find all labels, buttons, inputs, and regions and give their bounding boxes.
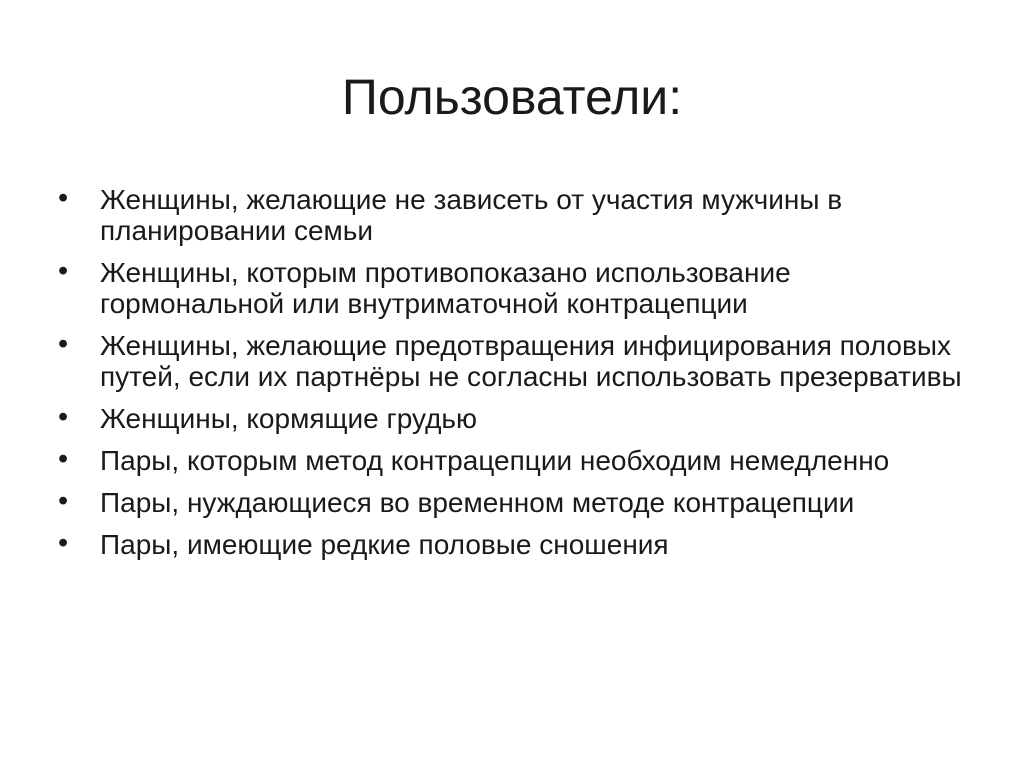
list-item-text: Женщины, которым противопоказано использование гормональной или внутриматочной контрацепции [100, 257, 791, 319]
list-item [58, 257, 978, 319]
bullet-list [58, 184, 978, 571]
bullet-icon: • [58, 328, 69, 360]
list-item [58, 330, 978, 392]
bullet-icon: • [58, 443, 69, 475]
list-item [58, 529, 978, 560]
list-item-text: Пары, нуждающиеся во временном методе контрацепции [100, 487, 855, 518]
list-item-text: Пары, имеющие редкие половые сношения [100, 529, 669, 560]
bullet-icon: • [58, 485, 69, 517]
list-item-text: Женщины, кормящие грудью [100, 403, 477, 434]
bullet-icon: • [58, 255, 69, 287]
list-item-text: Пары, которым метод контрацепции необходим немедленно [100, 445, 890, 476]
list-item-text: Женщины, желающие предотвращения инфицирования половых путей, если их партнёры не согласны использовать презервативы [100, 330, 962, 392]
list-item [58, 403, 978, 434]
list-item [58, 184, 978, 246]
bullet-icon: • [58, 527, 69, 559]
list-item [58, 487, 978, 518]
list-item [58, 445, 978, 476]
bullet-icon: • [58, 401, 69, 433]
bullet-icon: • [58, 182, 69, 214]
slide-title: Пользователи: [341, 69, 683, 125]
list-item-text: Женщины, желающие не зависеть от участия мужчины в планировании семьи [100, 184, 843, 246]
